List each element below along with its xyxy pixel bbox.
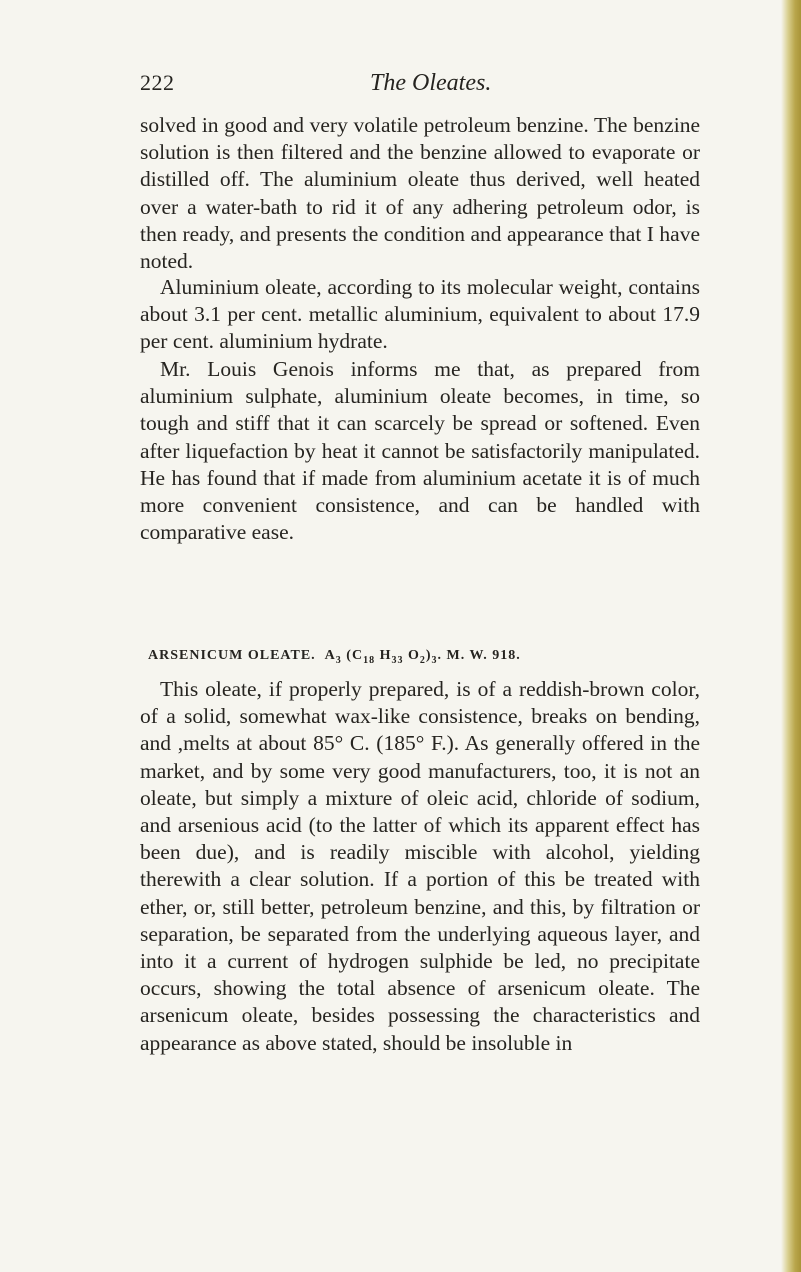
page-header xyxy=(140,70,700,110)
formula-close: ) xyxy=(425,648,432,663)
page-number: 222 xyxy=(140,70,175,95)
formula-open: (C xyxy=(346,648,364,663)
paragraph-1: solved in good and very volatile petroleum benzine. The benzine solution is then filtered and the benzine allowed to evaporate or distilled off. The aluminium oleate thus derived, well heated over a water-bath to rid it of any adhering petroleum odor, is then ready, and presents the condition and appearance that I have noted. xyxy=(140,113,700,274)
formula-sub-c: 18 xyxy=(363,654,376,666)
formula-o: O xyxy=(407,648,420,663)
paragraph-4: This oleate, if properly prepared, is of a reddish-brown color, of a solid, somewhat wax-like consistence, breaks on bending, and ,melts at about 85° C. (185° F.). As generally offered in the market, and by some very good manufacturers, too, it is not an oleate, but simply a mixture of oleic acid, chloride of sodium, and arsenious acid (to the latter of which its apparent effect has been due), and is readily miscible with alcohol, yielding therewith a clear solution. If a portion of this be treated with ether, or, still better, petroleum benzine, and this, by filtration or separation, be separated from the underlying aqueous layer, and into it a current of hydrogen sulphide be led, no precipitate occurs, showing the total absence of arsenicum oleate. The arsenicum oleate, besides possessing the characteristics and appearance as above stated, should be insoluble in xyxy=(140,677,700,1055)
formula-sub-a: 3 xyxy=(335,654,342,666)
paragraph-2: Aluminium oleate, according to its molecular weight, contains about 3.1 per cent. metallic aluminium, equivalent to about 17.9 per cent. aluminium hydrate. xyxy=(140,275,700,354)
formula-h: H xyxy=(379,648,392,663)
section-heading xyxy=(148,648,708,666)
formula-sub-o: 2 xyxy=(419,654,426,666)
running-title: The Oleates. xyxy=(370,70,492,96)
section-heading-name: ARSENICUM OLEATE. xyxy=(148,648,316,663)
page-edge-discoloration xyxy=(781,0,801,1272)
formula-sub-n: 3 xyxy=(431,654,438,666)
formula-sub-h: 33 xyxy=(391,654,404,666)
paragraph-3: Mr. Louis Genois informs me that, as prepared from aluminium sulphate, aluminium oleate becomes, in time, so tough and stiff that it can scarcely be spread or softened. Even after liquefaction by heat it cannot be satisfactorily manipulated. He has found that if made from aluminium acetate it is of much more convenient consistence, and can be handled with comparative ease. xyxy=(140,357,700,545)
molecular-weight: . M. W. 918. xyxy=(437,648,521,663)
formula-symbol: A xyxy=(324,648,336,663)
